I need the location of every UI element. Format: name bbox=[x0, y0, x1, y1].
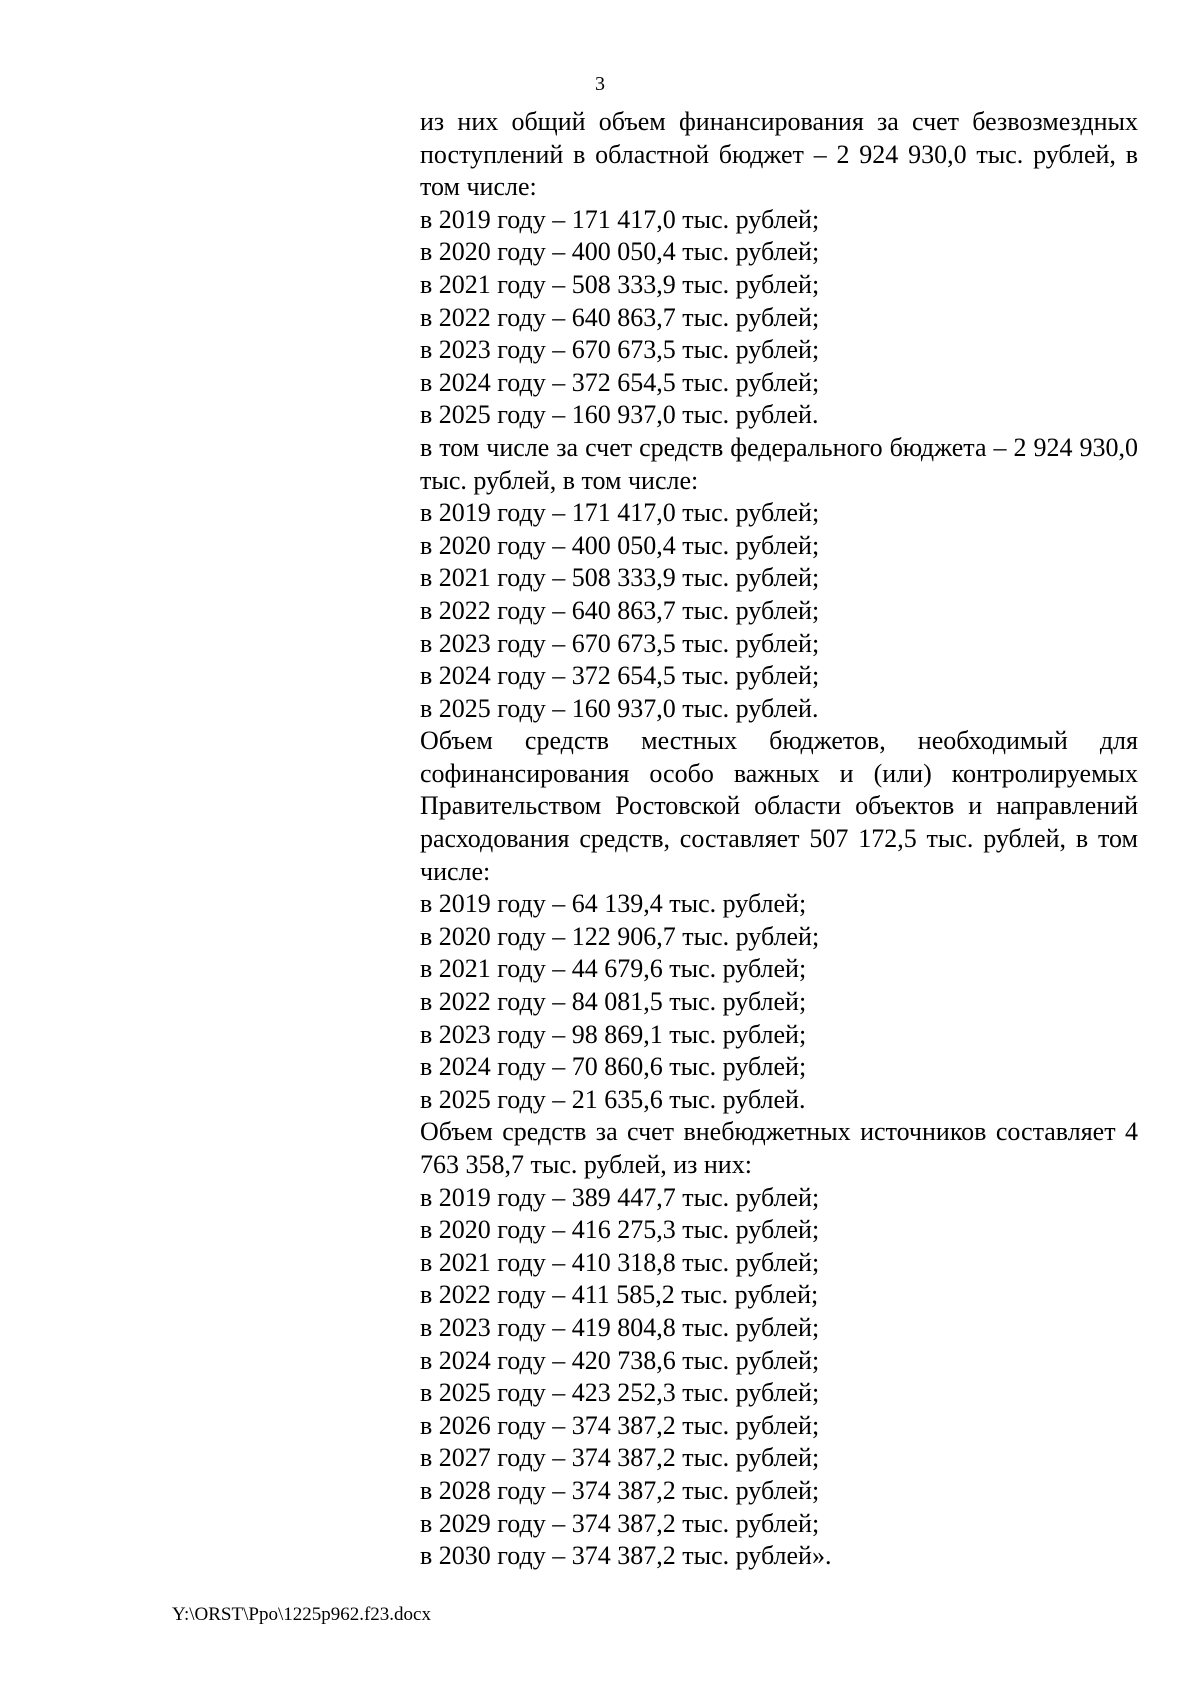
list-item: в 2022 году – 640 863,7 тыс. рублей; bbox=[420, 595, 820, 625]
list-item: в 2025 году – 21 635,6 тыс. рублей. bbox=[420, 1084, 806, 1114]
list-item: в 2021 году – 508 333,9 тыс. рублей; bbox=[420, 269, 820, 299]
list-item: в 2021 году – 44 679,6 тыс. рублей; bbox=[420, 954, 807, 984]
document-body bbox=[420, 106, 1138, 1573]
list-item: в 2023 году – 419 804,8 тыс. рублей; bbox=[420, 1312, 820, 1342]
list-item: в 2028 году – 374 387,2 тыс. рублей; bbox=[420, 1475, 820, 1505]
paragraph-regional-grants: из них общий объем финансирования за счет безвозмездных поступлений в областной бюджет – 2 924 930,0 тыс. рублей, в том числе: bbox=[420, 107, 1138, 202]
list-item: в 2022 году – 411 585,2 тыс. рублей; bbox=[420, 1280, 819, 1310]
list-item: в 2024 году – 70 860,6 тыс. рублей; bbox=[420, 1052, 807, 1082]
list-item: в 2020 году – 416 275,3 тыс. рублей; bbox=[420, 1215, 820, 1245]
list-item: в 2026 году – 374 387,2 тыс. рублей; bbox=[420, 1410, 820, 1440]
list-item: в 2021 году – 508 333,9 тыс. рублей; bbox=[420, 563, 820, 593]
list-item: в 2023 году – 98 869,1 тыс. рублей; bbox=[420, 1019, 807, 1049]
paragraph-local-budgets: Объем средств местных бюджетов, необходимый для софинансирования особо важных и (или) контролируемых Правительством Ростовской области объектов и направлений расходования средств, составляет 507 172,5 тыс. рублей, в том числе: bbox=[420, 726, 1138, 886]
list-item: в 2023 году – 670 673,5 тыс. рублей; bbox=[420, 628, 820, 658]
list-item: в 2020 году – 400 050,4 тыс. рублей; bbox=[420, 530, 820, 560]
list-item: в 2025 году – 160 937,0 тыс. рублей. bbox=[420, 693, 819, 723]
list-item: в 2029 году – 374 387,2 тыс. рублей; bbox=[420, 1508, 820, 1538]
list-item: в 2024 году – 372 654,5 тыс. рублей; bbox=[420, 661, 820, 691]
list-item: в 2024 году – 372 654,5 тыс. рублей; bbox=[420, 367, 820, 397]
list-item: в 2025 году – 160 937,0 тыс. рублей. bbox=[420, 400, 819, 430]
list-item: в 2019 году – 171 417,0 тыс. рублей; bbox=[420, 498, 820, 528]
footer-file-path: Y:\ORST\Ppo\1225p962.f23.docx bbox=[172, 1604, 431, 1625]
list-item: в 2020 году – 400 050,4 тыс. рублей; bbox=[420, 237, 820, 267]
list-item: в 2019 году – 389 447,7 тыс. рублей; bbox=[420, 1182, 820, 1212]
list-item: в 2022 году – 84 081,5 тыс. рублей; bbox=[420, 987, 807, 1017]
paragraph-federal-budget: в том числе за счет средств федерального бюджета – 2 924 930,0 тыс. рублей, в том числе: bbox=[420, 432, 1138, 495]
list-item: в 2020 году – 122 906,7 тыс. рублей; bbox=[420, 921, 820, 951]
list-item: в 2019 году – 171 417,0 тыс. рублей; bbox=[420, 204, 820, 234]
list-item: в 2025 году – 423 252,3 тыс. рублей; bbox=[420, 1378, 820, 1408]
paragraph-extrabudgetary: Объем средств за счет внебюджетных источников составляет 4 763 358,7 тыс. рублей, из них: bbox=[420, 1117, 1138, 1179]
list-item: в 2024 году – 420 738,6 тыс. рублей; bbox=[420, 1345, 820, 1375]
list-item: в 2021 году – 410 318,8 тыс. рублей; bbox=[420, 1247, 820, 1277]
list-item: в 2022 году – 640 863,7 тыс. рублей; bbox=[420, 302, 820, 332]
page-number: 3 bbox=[595, 73, 605, 95]
list-item: в 2030 году – 374 387,2 тыс. рублей». bbox=[420, 1541, 832, 1571]
list-item: в 2027 году – 374 387,2 тыс. рублей; bbox=[420, 1443, 820, 1473]
list-item: в 2023 году – 670 673,5 тыс. рублей; bbox=[420, 335, 820, 365]
list-item: в 2019 году – 64 139,4 тыс. рублей; bbox=[420, 889, 807, 919]
